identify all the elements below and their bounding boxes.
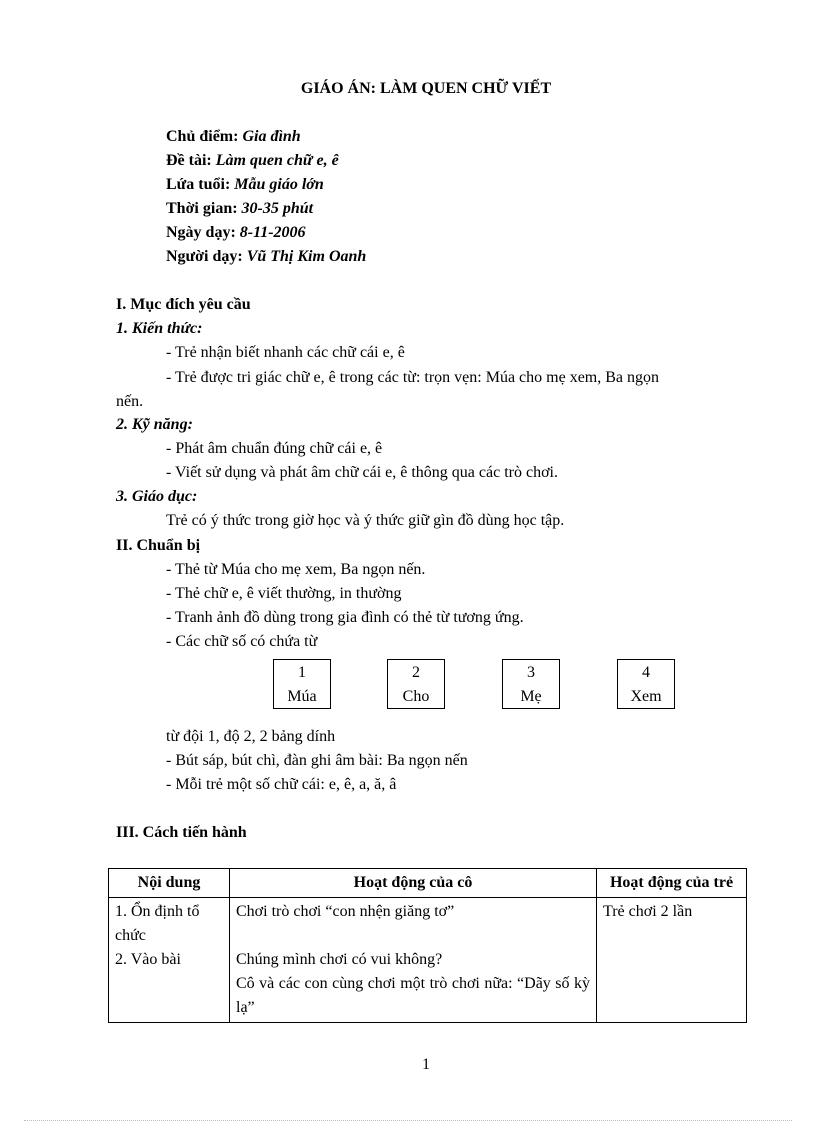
- page-number: 1: [422, 1056, 430, 1073]
- meta-label: Đề tài:: [166, 152, 216, 169]
- meta-value: Vũ Thị Kim Oanh: [246, 248, 367, 265]
- table-row: [109, 898, 747, 1023]
- teacher-activity: Cô và các con cùng chơi một trò chơi nữa: “Dãy số kỳ lạ”: [236, 975, 590, 1016]
- section-1-heading: I. Mục đích yêu cầu: [116, 296, 251, 313]
- teacher-activity: Chúng mình chơi có vui không?: [236, 951, 443, 968]
- content-item: 2. Vào bài: [115, 951, 181, 968]
- meta-label: Lứa tuổi:: [166, 176, 235, 193]
- education-heading: 3. Giáo dục:: [116, 488, 198, 505]
- prep-item: - Thẻ chữ e, ê viết thường, in thường: [166, 585, 402, 602]
- knowledge-heading: 1. Kiến thức:: [116, 320, 203, 337]
- meta-value: 8-11-2006: [239, 224, 306, 241]
- children-activity: Trẻ chơi 2 lần: [603, 903, 693, 920]
- table-header-children: Hoạt động của trẻ: [597, 869, 747, 898]
- card-number: 3: [527, 664, 535, 681]
- table-header-content: Nội dung: [109, 869, 230, 898]
- prep-after-line: - Mỗi trẻ một số chữ cái: e, ê, a, ă, â: [166, 776, 397, 793]
- meta-label: Ngày dạy:: [166, 224, 240, 241]
- meta-value: 30-35 phút: [241, 200, 314, 217]
- document-title: GIÁO ÁN: LÀM QUEN CHỮ VIẾT: [300, 80, 552, 97]
- knowledge-line-1: - Trẻ nhận biết nhanh các chữ cái e, ê: [166, 344, 405, 361]
- number-card: [617, 659, 675, 709]
- number-card: [387, 659, 445, 709]
- prep-item: - Thẻ từ Múa cho mẹ xem, Ba ngọn nến.: [166, 561, 426, 578]
- card-number: 2: [412, 664, 420, 681]
- table-header-teacher: Hoạt động của cô: [230, 869, 597, 898]
- section-3-heading: III. Cách tiến hành: [116, 824, 247, 841]
- meta-value: Làm quen chữ e, ê: [215, 152, 339, 169]
- meta-label: Chủ điểm:: [166, 128, 243, 145]
- card-word: Múa: [287, 688, 317, 705]
- table-cell-teacher: [230, 898, 597, 1023]
- skills-line-2: - Viết sử dụng và phát âm chữ cái e, ê thông qua các trò chơi.: [166, 464, 558, 481]
- card-word: Xem: [630, 688, 662, 705]
- meta-label: Thời gian:: [166, 200, 242, 217]
- number-card: [273, 659, 331, 709]
- card-word: Mẹ: [520, 688, 542, 705]
- knowledge-line-2: - Trẻ được tri giác chữ e, ê trong các từ: trọn vẹn: Múa cho mẹ xem, Ba ngọn: [166, 369, 660, 386]
- prep-after-line: - Bút sáp, bút chì, đàn ghi âm bài: Ba ngọn nến: [166, 752, 468, 769]
- skills-heading: 2. Kỹ năng:: [116, 416, 193, 433]
- meta-duration: [166, 200, 313, 218]
- teacher-activity: Chơi trò chơi “con nhện giăng tơ”: [236, 903, 455, 920]
- meta-value: Gia đình: [242, 128, 301, 145]
- meta-subject: [166, 152, 339, 170]
- education-line-1: Trẻ có ý thức trong giờ học và ý thức giữ gìn đồ dùng học tập.: [166, 512, 565, 529]
- prep-item: - Tranh ảnh đồ dùng trong gia đình có thẻ từ tương ứng.: [166, 609, 524, 626]
- table-cell-content: [109, 898, 230, 1023]
- prep-after-line: từ đội 1, độ 2, 2 bảng dính: [166, 728, 336, 745]
- meta-label: Người dạy:: [166, 248, 247, 265]
- section-2-heading: II. Chuẩn bị: [116, 537, 201, 554]
- lesson-table: [108, 868, 747, 1023]
- meta-value: Mẫu giáo lớn: [234, 176, 324, 193]
- table-cell-children: [597, 898, 747, 1023]
- number-card: [502, 659, 560, 709]
- page-divider: [24, 1120, 792, 1121]
- prep-item: - Các chữ số có chứa từ: [166, 633, 318, 650]
- knowledge-line-2-cont: nến.: [116, 393, 144, 410]
- card-number: 4: [642, 664, 650, 681]
- content-item: 1. Ổn định tổ chức: [115, 903, 200, 944]
- card-word: Cho: [402, 688, 430, 705]
- meta-date: [166, 224, 306, 242]
- card-number: 1: [298, 664, 306, 681]
- meta-topic: [166, 128, 301, 146]
- skills-line-1: - Phát âm chuẩn đúng chữ cái e, ê: [166, 440, 383, 457]
- table-header-row: [109, 869, 747, 898]
- meta-teacher: [166, 248, 366, 266]
- meta-age: [166, 176, 324, 194]
